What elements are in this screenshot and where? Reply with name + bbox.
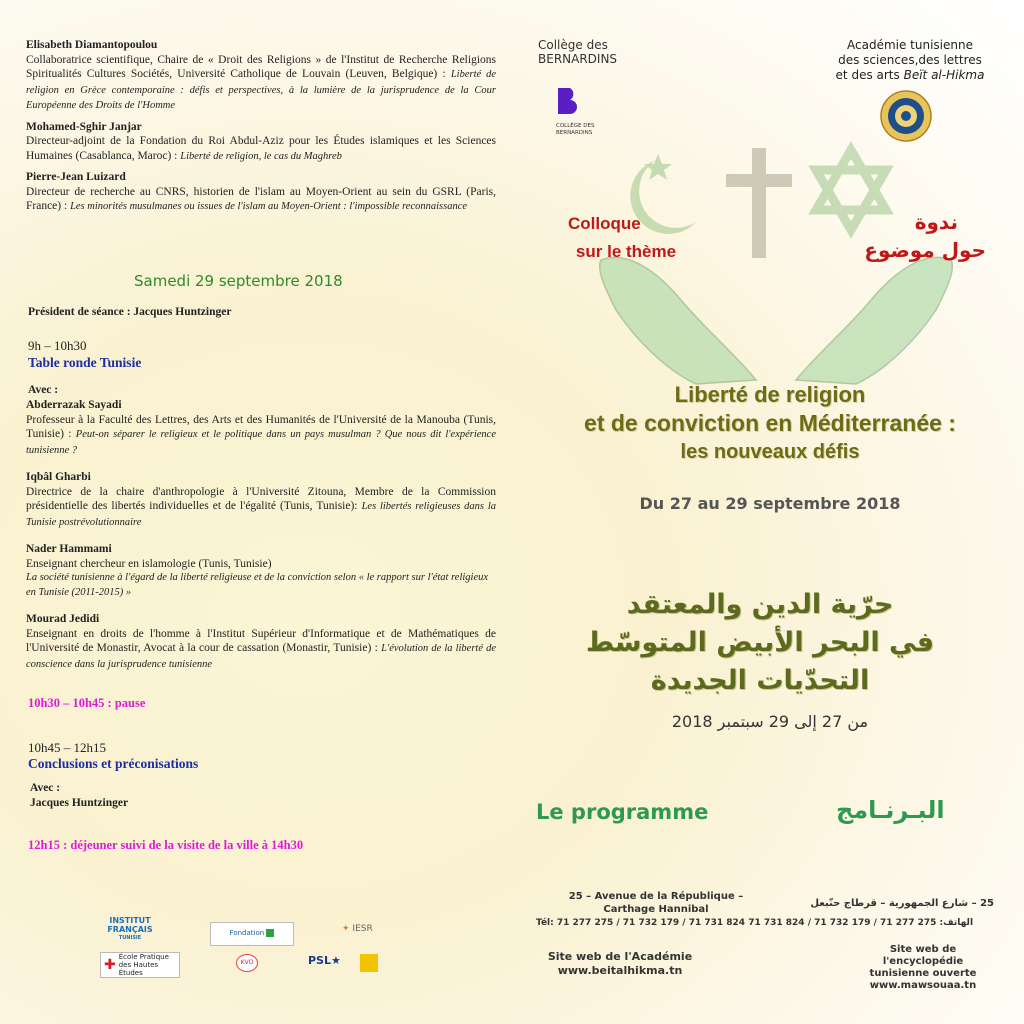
address-line: Carthage Hannibal bbox=[603, 904, 709, 915]
session-time: 9h – 10h30 bbox=[28, 338, 87, 353]
speaker-talk: L'évolution de la liberté de conscience dans la jurisprudence tunisienne bbox=[26, 643, 496, 670]
logo-text: École Pratique des Hautes Études bbox=[118, 953, 169, 977]
address-ar: 25 – شارع الجمهورية – قرطاج حنّبعل bbox=[810, 898, 994, 909]
right-hand-icon bbox=[796, 257, 952, 384]
logo-text: et des arts bbox=[835, 68, 900, 82]
speakers-top-list bbox=[26, 38, 496, 215]
speaker-talk: Les minorités musulmanes ou issues de l'islam au Moyen-Orient : l'impossible reconnaissance bbox=[70, 201, 468, 212]
logo-text: INSTITUT bbox=[109, 916, 151, 925]
conclusion-speaker: Jacques Huntzinger bbox=[30, 797, 129, 809]
kvo-logo: KVO bbox=[236, 954, 258, 972]
dates-ar: من 27 إلى 29 سبتمبر 2018 bbox=[671, 712, 869, 731]
speaker-block bbox=[26, 38, 496, 114]
logo-text: IESR bbox=[352, 924, 373, 934]
logo-text: Collège des bbox=[538, 38, 608, 52]
academie-seal bbox=[880, 90, 932, 147]
star-icon: ✦ bbox=[342, 924, 350, 934]
speaker-block bbox=[26, 470, 496, 530]
square-icon bbox=[266, 929, 274, 937]
main-title-fr bbox=[520, 380, 1020, 467]
iesr-logo bbox=[342, 924, 373, 934]
academie-seal-icon bbox=[880, 90, 932, 142]
speaker-desc: Enseignant en droits de l'homme à l'Institut Supérieur d'Informatique et de Mathématiques de l'Université de Monastir, Avocat à la cour de cassation (Monastir, Tunisie) : bbox=[26, 627, 496, 654]
title-line: في البحر الأبيض المتوسّط bbox=[585, 627, 935, 658]
site-label: Site web de l'Académie bbox=[547, 950, 693, 963]
academie-logo bbox=[810, 38, 1010, 83]
speaker-block bbox=[26, 542, 496, 600]
speaker-talk: Peut-on séparer le religieux et le politique dans un pays musulman ? Que nous dit l'expérience tunisienne ? bbox=[26, 429, 497, 456]
cross-icon: ✚ bbox=[104, 957, 116, 973]
speaker-talk: Liberté de religion, le cas du Maghreb bbox=[180, 150, 342, 162]
logo-text: COLLÈGE DES bbox=[556, 123, 595, 129]
speaker-desc: Enseignant chercheur en islamologie (Tunis, Tunisie) bbox=[26, 557, 272, 570]
title-line: et de conviction en Méditerranée : bbox=[584, 410, 956, 436]
speaker-name: Elisabeth Diamantopoulou bbox=[26, 39, 158, 51]
speaker-name: Mohamed-Sghir Janjar bbox=[26, 120, 142, 133]
speaker-desc: Collaboratrice scientifique, Chaire de « Droit des Religions » de l'Institut de Recherche Religions Spiritualités Cultures Sociétés, Université Catholique de Louvain (Leuven, Belgique) : bbox=[26, 53, 496, 80]
avec-label: Avec : bbox=[30, 782, 61, 794]
colloque-label: حول موضوع bbox=[864, 238, 986, 262]
gsrl-logo bbox=[360, 954, 378, 972]
colloque-fr bbox=[556, 210, 696, 266]
colloque-ar bbox=[826, 208, 986, 264]
speaker-block bbox=[26, 612, 496, 672]
logo-text: FRANÇAIS bbox=[107, 925, 153, 934]
title-line: التحدّيات الجديدة bbox=[650, 665, 870, 696]
speakers-tunisie-list bbox=[26, 398, 496, 672]
bernardins-logo bbox=[538, 38, 617, 66]
speaker-desc: Directrice de la chaire d'anthropologie à l'Université Zitouna, Membre de la Commission présidentielle des libertés individuelles et de l'égalité (Tunis, Tunisie): bbox=[26, 485, 496, 512]
speaker-name: Pierre-Jean Luizard bbox=[26, 171, 126, 183]
bernardins-b-icon bbox=[556, 86, 580, 116]
session-title: Table ronde Tunisie bbox=[28, 355, 142, 370]
logo-text: BERNARDINS bbox=[538, 52, 618, 66]
speaker-desc: Directeur-adjoint de la Fondation du Roi Abdul-Aziz pour les Études islamiques et les Sciences Humaines (Casablanca, Maroc) : bbox=[26, 135, 496, 162]
dates-fr: Du 27 au 29 septembre 2018 bbox=[639, 494, 901, 513]
cross-icon bbox=[752, 148, 766, 258]
lunch-line: 12h15 : déjeuner suivi de la visite de la ville à 14h30 bbox=[28, 838, 304, 852]
speaker-talk: La société tunisienne à l'égard de la liberté religieuse et de la conviction selon « le rapport sur l'état religieux en Tunisie (2011-2015) » bbox=[26, 572, 489, 598]
site-label: Site web de l'encyclopédie bbox=[882, 944, 964, 967]
site-encyclopedie bbox=[848, 944, 998, 992]
colloque-label: ندوة bbox=[914, 210, 958, 234]
site-academie bbox=[540, 950, 700, 978]
site-url-link[interactable]: www.mawsouaa.tn bbox=[869, 980, 977, 991]
site-label: tunisienne ouverte bbox=[869, 968, 977, 979]
colloque-label: Colloque bbox=[568, 214, 641, 233]
speaker-name: Mourad Jedidi bbox=[26, 613, 100, 625]
star-icon bbox=[644, 154, 672, 180]
speaker-block bbox=[26, 398, 496, 458]
session-time: 10h45 – 12h15 bbox=[28, 740, 106, 755]
speaker-name: Abderrazak Sayadi bbox=[26, 399, 122, 411]
speaker-name: Nader Hammami bbox=[26, 543, 112, 555]
address-line: 25 – Avenue de la République – bbox=[568, 891, 744, 902]
logo-text: des sciences,des lettres bbox=[838, 53, 982, 67]
left-hand-icon bbox=[600, 257, 756, 384]
logo-text: Académie tunisienne bbox=[847, 38, 973, 52]
speaker-name: Iqbâl Gharbi bbox=[26, 471, 91, 483]
speaker-talk: Liberté de religion en Grèce contemporaine : défis et perspectives, à la lumière de la jurisprudence de la Cour Européenne des Droits de l'Homme bbox=[26, 69, 496, 111]
day-heading: Samedi 29 septembre 2018 bbox=[134, 272, 343, 290]
ephe-logo bbox=[100, 952, 180, 978]
logo-text: TUNISIE bbox=[118, 935, 142, 941]
title-line: les nouveaux défis bbox=[680, 441, 860, 463]
colloque-label: sur le thème bbox=[575, 242, 677, 261]
title-line: Liberté de religion bbox=[674, 382, 866, 407]
title-line: حرّية الدين والمعتقد bbox=[626, 589, 894, 620]
bernardins-mark bbox=[556, 86, 594, 137]
logo-text: Fondation bbox=[229, 929, 265, 937]
address-fr bbox=[536, 890, 776, 916]
session-title: Conclusions et préconisations bbox=[28, 756, 199, 771]
speaker-talk: Les libertés religieuses dans la Tunisie postrévolutionnaire bbox=[26, 501, 496, 528]
institut-francais-logo bbox=[106, 916, 154, 943]
fondation-logo bbox=[210, 922, 294, 946]
speaker-desc: Professeur à la Faculté des Lettres, des Arts et des Humanités de l'Université de la Manouba (Tunis, Tunisie) : bbox=[26, 413, 496, 440]
logo-text: BERNARDINS bbox=[556, 130, 593, 136]
speaker-desc: Directeur de recherche au CNRS, historien de l'islam au Moyen-Orient au sein du GSRL (Paris, France) : bbox=[26, 185, 496, 212]
psl-logo: PSL★ bbox=[308, 954, 341, 967]
programme-fr: Le programme bbox=[536, 800, 709, 824]
speaker-block bbox=[26, 170, 496, 215]
phone-numbers: Tél: 71 277 275 / 71 732 179 / 71 731 824 71 731 824 / 71 732 179 / 71 277 275 :الهاتف bbox=[536, 918, 974, 928]
programme-ar: البـرنـامج bbox=[836, 796, 945, 824]
speaker-block bbox=[26, 120, 496, 165]
avec-label: Avec : bbox=[28, 384, 59, 396]
site-url-link[interactable]: www.beitalhikma.tn bbox=[557, 964, 683, 977]
pause-line: 10h30 – 10h45 : pause bbox=[28, 696, 146, 710]
session-president: Président de séance : Jacques Huntzinger bbox=[28, 306, 232, 318]
logo-text: Beït al-Hikma bbox=[903, 68, 985, 82]
main-title-ar bbox=[560, 586, 960, 700]
